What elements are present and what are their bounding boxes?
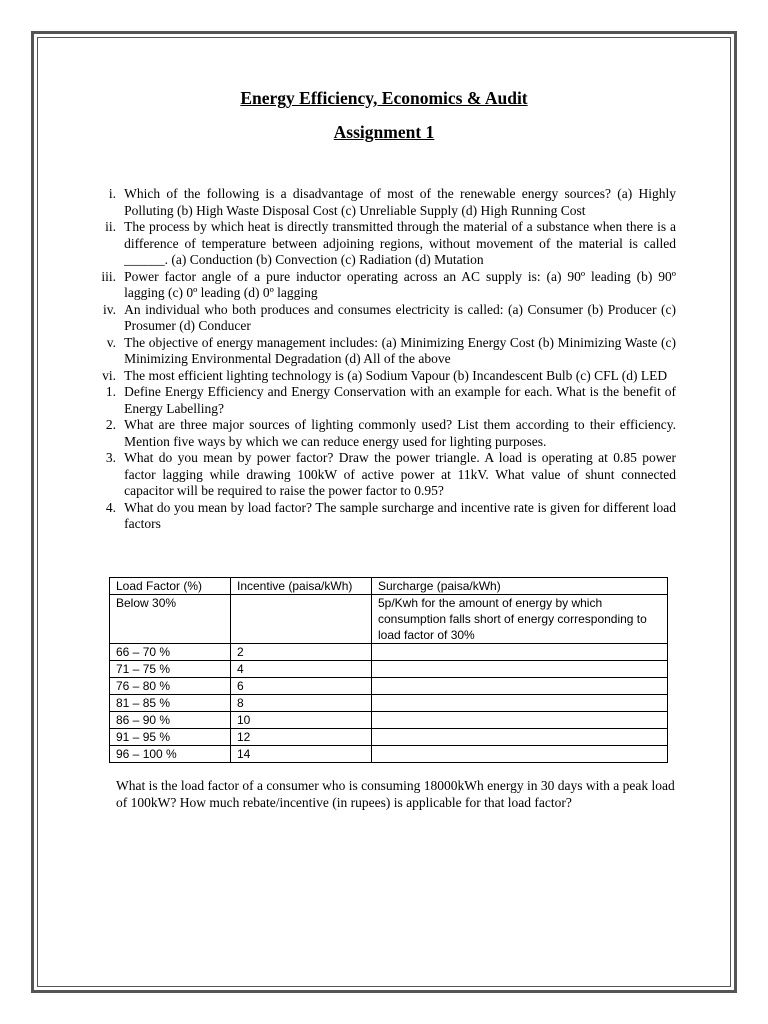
- table-cell: 96 – 100 %: [110, 746, 231, 763]
- question-item: [80, 269, 676, 302]
- table-cell: [372, 712, 668, 729]
- table-cell: 10: [231, 712, 372, 729]
- table-cell: 66 – 70 %: [110, 644, 231, 661]
- question-item: [80, 417, 676, 450]
- table-cell: 14: [231, 746, 372, 763]
- question-text: What do you mean by load factor? The sample surcharge and incentive rate is given for different load factors: [124, 499, 676, 531]
- question-number: iv.: [103, 301, 116, 317]
- table-row: [110, 644, 668, 661]
- table-cell: [372, 695, 668, 712]
- question-text: What are three major sources of lighting commonly used? List them according to their efficiency. Mention five ways by which we can reduce energy used for lighting purposes.: [124, 417, 676, 449]
- table-cell: 5p/Kwh for the amount of energy by which consumption falls short of energy corresponding to load factor of 30%: [372, 595, 668, 644]
- question-list: [80, 186, 676, 533]
- table-cell: [372, 678, 668, 695]
- question-number: 4.: [105, 499, 116, 515]
- table-cell: [372, 644, 668, 661]
- table-cell: [231, 595, 372, 644]
- table-row: [110, 678, 668, 695]
- question-number: v.: [106, 334, 116, 350]
- question-item: [80, 335, 676, 368]
- header-incentive: Incentive (paisa/kWh): [231, 578, 372, 595]
- table-cell: 6: [231, 678, 372, 695]
- table-header-row: [110, 578, 668, 595]
- table-row: [110, 661, 668, 678]
- table-row: [110, 595, 668, 644]
- table-cell: [372, 729, 668, 746]
- table-cell: 4: [231, 661, 372, 678]
- assignment-subtitle: Assignment 1: [333, 122, 435, 142]
- question-number: 2.: [105, 417, 116, 432]
- question-text: An individual who both produces and consumes electricity is called: (a) Consumer (b) Producer (c) Prosumer (d) Conducer: [124, 301, 676, 333]
- table-cell: 12: [231, 729, 372, 746]
- table-cell: [372, 746, 668, 763]
- question-item: [80, 219, 676, 269]
- table-cell: 71 – 75 %: [110, 661, 231, 678]
- table-row: [110, 695, 668, 712]
- question-text: The objective of energy management includes: (a) Minimizing Energy Cost (b) Minimizing Waste (c) Minimizing Environmental Degradation (d) All of the above: [124, 334, 676, 366]
- question-text: What do you mean by power factor? Draw the power triangle. A load is operating at 0.85 power factor lagging while drawing 100kW of active power at 11kV. What value of shunt connected capacitor will be required to raise the power factor to 0.95?: [124, 450, 676, 498]
- table-cell: 81 – 85 %: [110, 695, 231, 712]
- table-row: [110, 712, 668, 729]
- table-cell: 86 – 90 %: [110, 712, 231, 729]
- closing-question: What is the load factor of a consumer who is consuming 18000kWh energy in 30 days with a peak load of 100kW? How much rebate/incentive (in rupees) is applicable for that load factor?: [116, 778, 675, 810]
- question-item: [80, 368, 676, 385]
- header-load-factor: Load Factor (%): [110, 578, 231, 595]
- load-factor-table: [109, 577, 668, 763]
- question-item: [80, 450, 676, 500]
- table-cell: 2: [231, 644, 372, 661]
- question-number: i.: [108, 186, 116, 201]
- table-cell: 8: [231, 695, 372, 712]
- table-cell: 91 – 95 %: [110, 729, 231, 746]
- question-text: Which of the following is a disadvantage of most of the renewable energy sources? (a) Highly Polluting (b) High Waste Disposal Cost (c) Unreliable Supply (d) High Running Cost: [124, 186, 676, 218]
- question-text: Power factor angle of a pure inductor operating across an AC supply is: (a) 90º leading (b) 90º lagging (c) 0º leading (d) 0º lagging: [124, 268, 676, 300]
- table-cell: Below 30%: [110, 595, 231, 644]
- question-text: The most efficient lighting technology is (a) Sodium Vapour (b) Incandescent Bulb (c) CFL (d) LED: [124, 367, 668, 383]
- table-row: [110, 729, 668, 746]
- question-number: vi.: [102, 367, 116, 383]
- table-cell: [372, 661, 668, 678]
- question-number: ii.: [105, 219, 116, 234]
- question-text: Define Energy Efficiency and Energy Conservation with an example for each. What is the benefit of Energy Labelling?: [124, 384, 676, 416]
- question-item: [80, 500, 676, 533]
- question-item: [80, 302, 676, 335]
- document-title: Energy Efficiency, Economics & Audit: [240, 88, 528, 108]
- question-number: 3.: [105, 450, 116, 465]
- question-number: 1.: [105, 384, 116, 399]
- table-cell: 76 – 80 %: [110, 678, 231, 695]
- question-item: [80, 186, 676, 219]
- question-text: The process by which heat is directly transmitted through the material of a substance when there is a difference of temperature between adjoining regions, without movement of the material is called ______. (a) Conduction (b) Convection (c) Radiation (d) Mutation: [124, 219, 676, 267]
- question-number: iii.: [101, 268, 116, 284]
- question-item: [80, 384, 676, 417]
- table-row: [110, 746, 668, 763]
- header-surcharge: Surcharge (paisa/kWh): [372, 578, 668, 595]
